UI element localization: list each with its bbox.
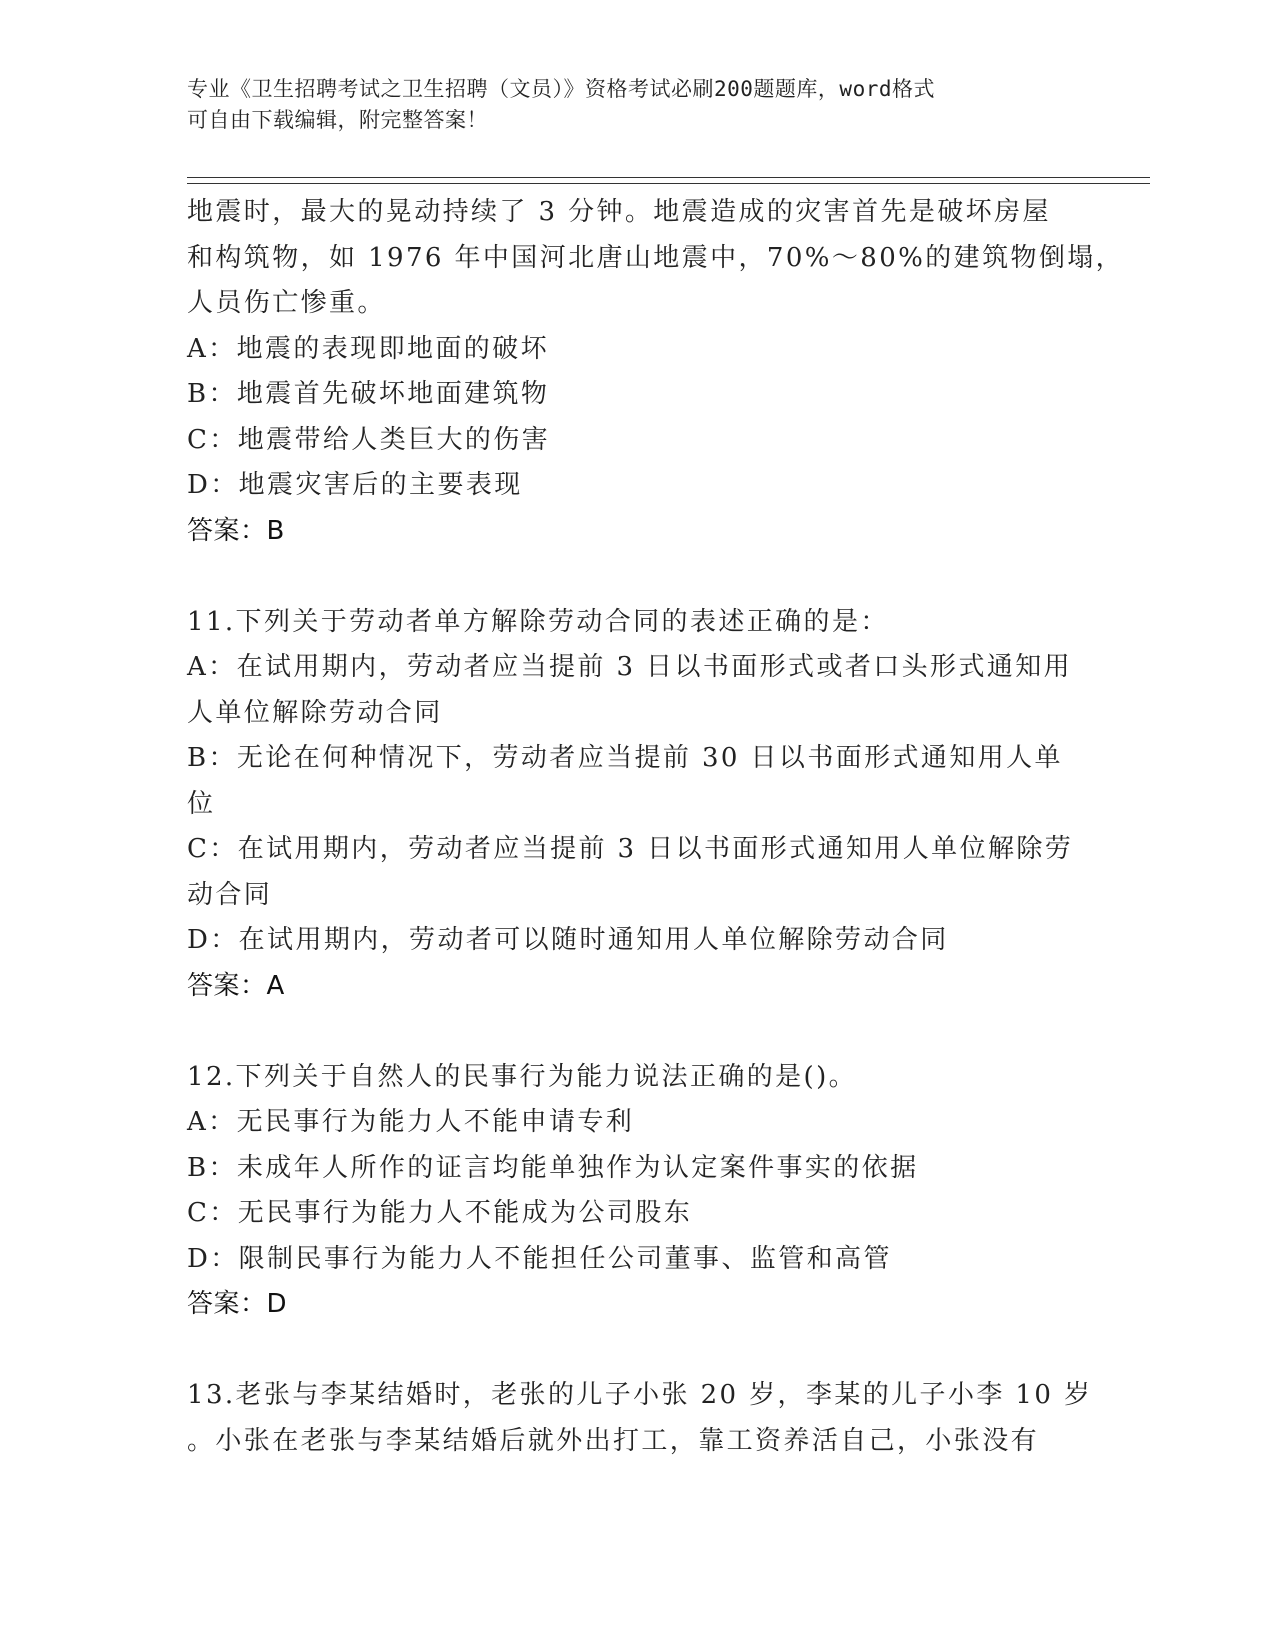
option-a: A：无民事行为能力人不能申请专利	[187, 1107, 635, 1137]
answer-line: 答案：A	[187, 970, 285, 1001]
header-line-2: 可自由下载编辑，附完整答案！	[187, 108, 488, 132]
answer-line: 答案：D	[187, 1289, 288, 1319]
question-text-line: 11.下列关于劳动者单方解除劳动合同的表述正确的是：	[187, 606, 889, 637]
option-c: C：在试用期内，劳动者应当提前 3 日以书面形式通知用人单位解除劳	[187, 834, 1074, 864]
option-d: D：在试用期内，劳动者可以随时通知用人单位解除劳动合同	[187, 925, 949, 955]
option-c: C：地震带给人类巨大的伤害	[187, 424, 551, 455]
spacer	[187, 554, 1087, 600]
question-13	[187, 1373, 1093, 1464]
option-b: B：地震首先破坏地面建筑物	[187, 379, 550, 409]
document-header	[187, 74, 1067, 136]
option-b: B：未成年人所作的证言均能单独作为认定案件事实的依据	[187, 1152, 919, 1183]
question-text-line: 13.老张与李某结婚时，老张的儿子小张 20 岁，李某的儿子小李 10 岁	[187, 1380, 1093, 1410]
question-text-line: 人员伤亡惨重。	[187, 288, 386, 318]
header-rule-top	[187, 177, 1150, 178]
question-text-line: 地震时，最大的晃动持续了 3 分钟。地震造成的灾害首先是破坏房屋	[187, 197, 1051, 227]
option-b: B：无论在何种情况下，劳动者应当提前 30 日以书面形式通知用人单	[187, 743, 1063, 773]
spacer	[187, 1009, 1087, 1055]
option-c: C：无民事行为能力人不能成为公司股东	[187, 1198, 693, 1228]
question-text-line: 和构筑物，如 1976 年中国河北唐山地震中，70%～80%的建筑物倒塌，	[187, 242, 1125, 273]
question-10-continued	[187, 190, 1125, 554]
question-12	[187, 1055, 1087, 1328]
option-d: D：地震灾害后的主要表现	[187, 470, 523, 500]
answer-line: 答案：B	[187, 515, 285, 546]
question-11	[187, 600, 1087, 1010]
document-body	[187, 190, 1125, 1464]
header-line-1: 专业《卫生招聘考试之卫生招聘（文员）》资格考试必刷200题题库，word格式	[187, 77, 935, 101]
option-b-continued: 位	[187, 788, 216, 819]
option-a: A：在试用期内，劳动者应当提前 3 日以书面形式或者口头形式通知用	[187, 652, 1073, 682]
question-text-line: 12.下列关于自然人的民事行为能力说法正确的是()。	[187, 1061, 858, 1092]
option-a-continued: 人单位解除劳动合同	[187, 697, 443, 728]
option-d: D：限制民事行为能力人不能担任公司董事、监管和高管	[187, 1243, 892, 1274]
option-a: A：地震的表现即地面的破坏	[187, 333, 549, 364]
header-rule-bottom	[187, 183, 1150, 184]
spacer	[187, 1328, 1087, 1374]
question-text-line: 。小张在老张与李某结婚后就外出打工，靠工资养活自己，小张没有	[187, 1425, 1040, 1456]
option-c-continued: 动合同	[187, 879, 273, 910]
